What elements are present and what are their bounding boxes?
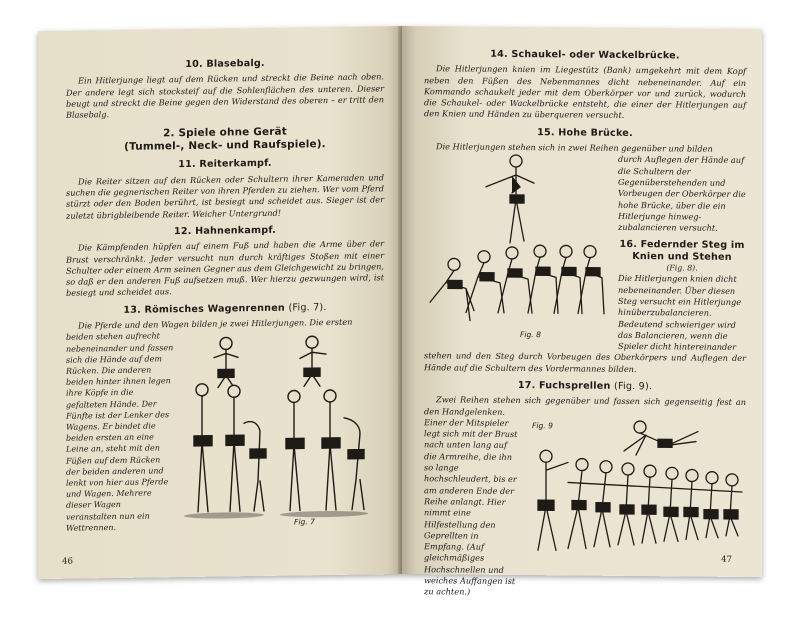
heading-2-line2: (Tummel-, Neck- und Raufspiele). bbox=[124, 138, 326, 154]
section-17-heading bbox=[424, 379, 746, 393]
heading-2-line1: 2. Spiele ohne Gerät bbox=[163, 126, 287, 140]
fig7-illustration-icon bbox=[184, 330, 384, 528]
section-10-title: 10. Blasebalg. bbox=[185, 57, 265, 71]
fig7-caption: Fig. 7 bbox=[294, 517, 315, 527]
section-17-text-top: Zwei Reihen stehen sich gegenüber und fassen sich gegenseitig fest an den Handgelenken. bbox=[424, 394, 746, 417]
section-12-title: 12. Hahnenkampf. bbox=[173, 224, 277, 238]
right-page-content bbox=[424, 46, 746, 600]
section-16-fig-ref: (Fig. 8). bbox=[666, 263, 698, 273]
section-13-text-top: Die Pferde und den Wagen bilden je zwei Hitlerjungen. Die ersten bbox=[78, 316, 353, 331]
left-page-number: 46 bbox=[62, 556, 73, 567]
left-page bbox=[38, 26, 402, 579]
section-13-text-side: beiden stehen aufrecht nebeneinander und fassen sich die Hände auf dem Rücken. Die anderen beiden hinter ihnen legen ihre Köpfe in die gefalteten Hände. Der Fünfte ist der Lenker des Wagens. Er bindet die beiden ersten an eine Leine an, steht mit den Füßen auf dem Rücken der beiden anderen und lenkt von hier aus Pferde und Wagen. Mehrere dieser Wagen veranstalten nun ein Wettrennen. bbox=[66, 331, 174, 533]
section-15-text-side: durch Auflegen der Hände auf die Schultern der Gegenüberstehenden und Vorbeugen der Oberkörper die hohe Brücke, über die ein Hitlerjunge hinweg-zubalancieren versucht. bbox=[618, 154, 746, 233]
section-13-fig-ref: (Fig. 7). bbox=[288, 301, 327, 314]
section-14-title: 14. Schaukel- oder Wackelbrücke. bbox=[490, 48, 680, 62]
right-page-number: 47 bbox=[721, 554, 732, 565]
section-13-heading bbox=[66, 301, 384, 317]
fig9-illustration-icon bbox=[528, 410, 748, 562]
fig8-illustration-icon bbox=[424, 153, 614, 345]
section-13-title: 13. Römisches Wagenrennen bbox=[123, 302, 285, 316]
open-booklet bbox=[38, 26, 762, 597]
section-15-title: 15. Hohe Brücke. bbox=[537, 126, 633, 139]
section-17-text-side: Einer der Mitspieler legt sich mit der Brust nach unten lang auf die Armreihe, die ihn so lange hochschleudert, bis er am anderen Ende der Reihe anlangt. Hier nimmt eine Hilfestellung den Geprellten in Empfang. (Auf gleichmäßiges Hochschnellen und weiches Auffangen ist zu achten.) bbox=[424, 417, 518, 597]
section-16-title: 16. Federnder Steg im Knien und Stehen bbox=[619, 239, 745, 263]
section-16-text-bottom: stehen und den Steg durch Vorbeugen des Oberkörpers und Auflegen der Hände auf die Schultern des Vordermannes bilden. bbox=[424, 350, 746, 374]
fig9-row bbox=[424, 417, 746, 597]
section-11-text: Die Reiter sitzen auf den Rücken oder Schultern ihrer Kameraden und suchen die gegnerischen Reiter von ihren Pferden zu ziehen. Wer vom Pferd stürzt oder den Boden berührt, ist besiegt und scheidet aus. Sieger ist der zuletzt übrigbleibende Reiter. Weicher Untergrund! bbox=[66, 172, 384, 221]
section-11-title: 11. Reiterkampf. bbox=[178, 158, 272, 171]
section-14-text: Die Hitlerjungen knien im Liegestütz (Bank) umgekehrt mit dem Kopf neben den Füßen des Nebenmannes dicht nebeneinander. Auf ein Kommando schaukelt jeder mit dem Oberkörper vor und zurück, wodurch die Schaukel- oder Wackelbrücke entsteht, die einer der Hitlerjungen auf den Knien und Händen zu überqueren versucht. bbox=[424, 63, 746, 121]
section-17-fig-ref: (Fig. 9). bbox=[614, 380, 653, 393]
fig8-caption: Fig. 8 bbox=[520, 330, 541, 340]
left-page-content bbox=[66, 50, 384, 533]
section-12-text: Die Kämpfenden hüpfen auf einem Fuß und haben die Arme über der Brust verschränkt. Jeder versucht nun durch kräftiges Stoßen mit einer Schulter oder einem Arm seinen Gegner aus dem Gleichgewicht zu bringen, so daß er den anderen Fuß aufsetzen muß. Wer hierzu gezwungen wird, ist besiegt und scheidet aus. bbox=[66, 238, 384, 299]
fig9-caption: Fig. 9 bbox=[532, 420, 553, 431]
fig8-row bbox=[424, 153, 746, 354]
section-17-title: 17. Fuchsprellen bbox=[517, 379, 611, 392]
section-16-text-side: Die Hitlerjungen knien dicht nebeneinander. Über diesen Steg versucht ein Hitlerjunge hinüberzubalancieren. Bedeutend schwieriger wird das Balancieren, wenn die Spieler dicht hintereinander bbox=[618, 273, 742, 353]
section-15-text-top: Die Hitlerjungen stehen sich in zwei Reihen gegenüber und bilden bbox=[436, 141, 713, 154]
fig7-row bbox=[66, 328, 384, 532]
right-page bbox=[402, 26, 762, 597]
section-10-text: Ein Hitlerjunge liegt auf dem Rücken und streckt die Beine nach oben. Der andere legt sich stocksteif auf die Sohlenflächen des unteren. Dieser beugt und streckt die Beine gegen den Widerstand des oberen – er tritt den Blasebalg. bbox=[66, 71, 384, 120]
fig8-side-text bbox=[618, 154, 746, 353]
